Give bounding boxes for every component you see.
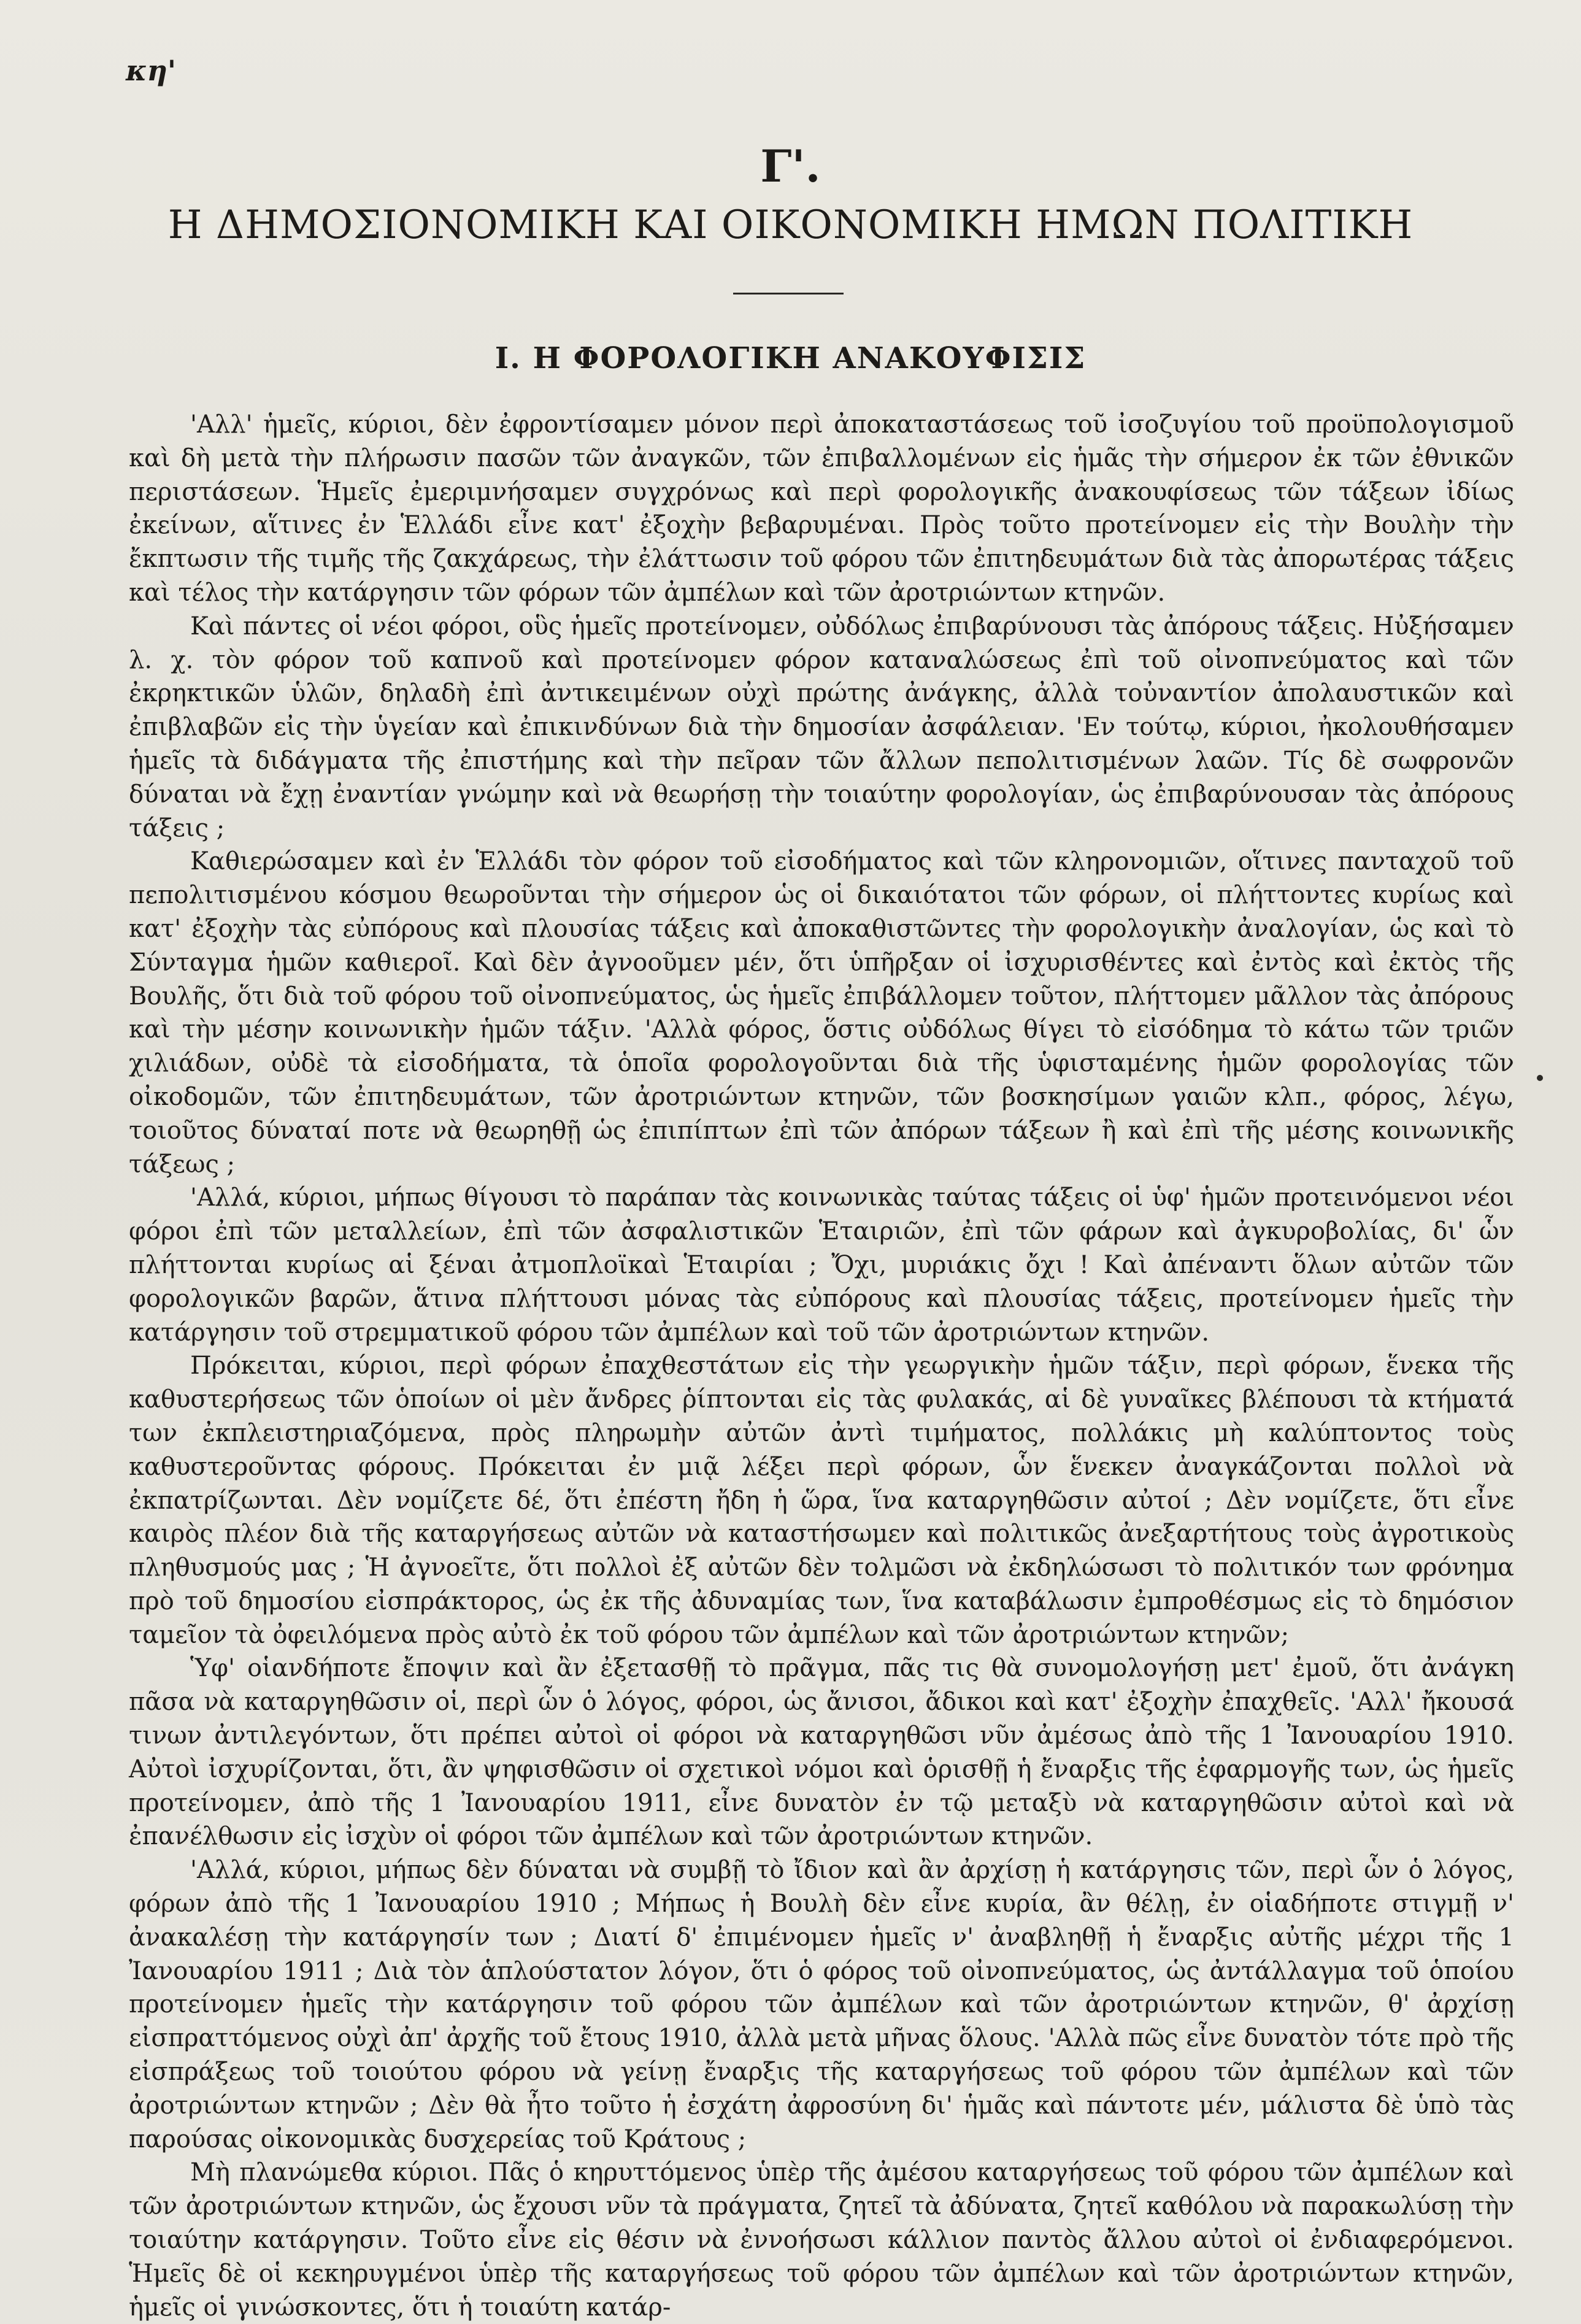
paragraph: Πρόκειται, κύριοι, περὶ φόρων ἐπαχθεστάτων εἰς τὴν γεωργικὴν ἡμῶν τάξιν, περὶ φόρων, ἕνεκα τῆς καθυστερήσεως τῶν ὁποίων οἱ μὲν ἄνδρες ῥίπτονται εἰς τὰς φυλακάς, αἱ δὲ γυναῖκες βλέπουσι τὰ κτήματά των ἐκπλειστηριαζόμενα, πρὸς πληρωμὴν αὐτῶν ἀντὶ τιμήματος, πολλάκις μὴ καλύπτοντος τοὺς καθυστεροῦντας φόρους. Πρόκειται ἐν μιᾷ λέξει περὶ φόρων, ὧν ἕνεκεν ἀναγκάζονται πολλοὶ νὰ ἐκπατρίζωνται. Δὲν νομίζετε δέ, ὅτι ἐπέστη ἤδη ἡ ὥρα, ἵνα καταργηθῶσιν αὐτοί ; Δὲν νομίζετε, ὅτι εἶνε καιρὸς πλέον διὰ τῆς καταργήσεως αὐτῶν νὰ καταστήσωμεν καὶ πολιτικῶς ἀνεξαρτήτους τοὺς ἀγροτικοὺς πληθυσμούς μας ; Ἡ ἀγνοεῖτε, ὅτι πολλοὶ ἐξ αὐτῶν δὲν τολμῶσι νὰ ἐκδηλώσωσι τὸ πολιτικόν των φρόνημα πρὸ τοῦ δημοσίου εἰσπράκτορος, ὡς ἐκ τῆς ἀδυναμίας των, ἵνα καταβάλωσιν ἐμπροθέσμως εἰς τὸ δημόσιον ταμεῖον τὰ ὀφειλόμενα πρὸς αὐτὸ ἐκ τοῦ φόρου τῶν ἀμπέλων καὶ τῶν ἀροτριώντων κτηνῶν; [129, 1352, 1514, 1649]
paragraph: 'Αλλά, κύριοι, μήπως θίγουσι τὸ παράπαν τὰς κοινωνικὰς ταύτας τάξεις οἱ ὑφ' ἡμῶν προτεινόμενοι νέοι φόροι ἐπὶ τῶν μεταλλείων, ἐπὶ τῶν ἀσφαλιστικῶν Ἑταιριῶν, ἐπὶ τῶν φάρων καὶ ἀγκυροβολίας, δι' ὧν πλήττονται κυρίως αἱ ξέναι ἀτμοπλοϊκαὶ Ἑταιρίαι ; Ὄχι, μυριάκις ὄχι ! Καὶ ἀπέναντι ὅλων αὐτῶν τῶν φορολογικῶν βαρῶν, ἅτινα πλήττουσι μόνας τὰς εὐπόρους καὶ πλουσίας τάξεις, προτείνομεν ἡμεῖς τὴν κατάργησιν τοῦ στρεμματικοῦ φόρου τῶν ἀμπέλων καὶ τοῦ τῶν ἀροτριώντων κτηνῶν. [129, 1183, 1514, 1347]
page-number: κη' [126, 54, 177, 87]
body-text [129, 408, 1514, 2322]
section-number: Γ'. [760, 140, 821, 192]
chapter-title: Η ΔΗΜΟΣΙΟΝΟΜΙΚΗ ΚΑΙ ΟΙΚΟΝΟΜΙΚΗ ΗΜΩΝ ΠΟΛΙΤΙΚΗ [167, 202, 1414, 248]
paragraph: 'Αλλ' ἡμεῖς, κύριοι, δὲν ἐφροντίσαμεν μόνον περὶ ἀποκαταστάσεως τοῦ ἰσοζυγίου τοῦ προϋπολογισμοῦ καὶ δὴ μετὰ τὴν πλήρωσιν πασῶν τῶν ἀναγκῶν, τῶν ἐπιβαλλομένων εἰς ἡμᾶς τὴν σήμερον ἐκ τῶν ἐθνικῶν περιστάσεων. Ἡμεῖς ἐμεριμνήσαμεν συγχρόνως καὶ περὶ φορολογικῆς ἀνακουφίσεως τῶν τάξεων ἰδίως ἐκείνων, αἵτινες ἐν Ἑλλάδι εἶνε κατ' ἐξοχὴν βεβαρυμέναι. Πρὸς τοῦτο προτείνομεν εἰς τὴν Βουλὴν τὴν ἔκπτωσιν τῆς τιμῆς τῆς ζακχάρεως, τὴν ἐλάττωσιν τοῦ φόρου τῶν ἐπιτηδευμάτων διὰ τὰς ἀπορωτέρας τάξεις καὶ τέλος τὴν κατάργησιν τῶν φόρων τῶν ἀμπέλων καὶ τῶν ἀροτριώντων κτηνῶν. [129, 410, 1514, 607]
paragraph: 'Αλλά, κύριοι, μήπως δὲν δύναται νὰ συμβῇ τὸ ἴδιον καὶ ἂν ἀρχίσῃ ἡ κατάργησις τῶν, περὶ ὧν ὁ λόγος, φόρων ἀπὸ τῆς 1 Ἰανουαρίου 1910 ; Μήπως ἡ Βουλὴ δὲν εἶνε κυρία, ἂν θέλῃ, ἐν οἱαδήποτε στιγμῇ ν' ἀνακαλέσῃ τὴν κατάργησίν των ; Διατί δ' ἐπιμένομεν ἡμεῖς ν' ἀναβληθῇ ἡ ἔναρξις αὐτῆς μέχρι τῆς 1 Ἰανουαρίου 1911 ; Διὰ τὸν ἁπλούστατον λόγον, ὅτι ὁ φόρος τοῦ οἰνοπνεύματος, ὡς ἀντάλλαγμα τοῦ ὁποίου προτείνομεν ἡμεῖς τὴν κατάργησιν τοῦ φόρου τῶν ἀμπέλων καὶ τῶν ἀροτριώντων κτηνῶν, θ' ἀρχίσῃ εἰσπραττόμενος οὐχὶ ἀπ' ἀρχῆς τοῦ ἔτους 1910, ἀλλὰ μετὰ μῆνας ὅλους. 'Αλλὰ πῶς εἶνε δυνατὸν τότε πρὸ τῆς εἰσπράξεως τοῦ τοιούτου φόρου νὰ γείνῃ ἔναρξις τῆς καταργήσεως τοῦ φόρου τῶν ἀμπέλων καὶ τῶν ἀροτριώντων κτηνῶν ; Δὲν θὰ ἦτο τοῦτο ἡ ἐσχάτη ἀφροσύνη δι' ἡμᾶς καὶ πάντοτε μέν, μάλιστα δὲ ὑπὸ τὰς παρούσας οἰκονομικὰς δυσχερείας τοῦ Κράτους ; [129, 1856, 1514, 2153]
paragraph: Καθιερώσαμεν καὶ ἐν Ἑλλάδι τὸν φόρον τοῦ εἰσοδήματος καὶ τῶν κληρονομιῶν, οἵτινες πανταχοῦ τοῦ πεπολιτισμένου κόσμου θεωροῦνται τὴν σήμερον ὡς οἱ δικαιότατοι τῶν φόρων, οἱ πλήττοντες κυρίως καὶ κατ' ἐξοχὴν τὰς εὐπόρους καὶ πλουσίας τάξεις καὶ ἀποκαθιστῶντες τὴν φορολογικὴν ἀναλογίαν, ὡς καὶ τὸ Σύνταγμα ἡμῶν καθιεροῖ. Καὶ δὲν ἀγνοοῦμεν μέν, ὅτι ὑπῆρξαν οἱ ἰσχυρισθέντες καὶ ἐντὸς καὶ ἐκτὸς τῆς Βουλῆς, ὅτι διὰ τοῦ φόρου τοῦ οἰνοπνεύματος, ὡς ἡμεῖς ἐπιβάλλομεν τοῦτον, πλήττομεν μᾶλλον τὰς ἀπόρους καὶ τὴν μέσην κοινωνικὴν ἡμῶν τάξιν. 'Αλλὰ φόρος, ὅστις οὐδόλως θίγει τὸ εἰσόδημα τὸ κάτω τῶν τριῶν χιλιάδων, οὐδὲ τὰ εἰσοδήματα, τὰ ὁποῖα φορολογοῦνται διὰ τῆς ὑφισταμένης ἡμῶν φορολογίας τῶν οἰκοδομῶν, τῶν ἐπιτηδευμάτων, τῶν ἀροτριώντων κτηνῶν, τῶν βοσκησίμων γαιῶν κλπ., φόρος, λέγω, τοιοῦτος δύναταί ποτε νὰ θεωρηθῇ ὡς ἐπιπίπτων ἐπὶ τῶν ἀπόρων τάξεων ἢ καὶ ἐπὶ τῆς μέσης κοινωνικῆς τάξεως ; [129, 847, 1514, 1179]
section-subtitle: I. Η ΦΟΡΟΛΟΓΙΚΗ ΑΝΑΚΟΥΦΙΣΙΣ [494, 341, 1087, 375]
margin-dot [1537, 1075, 1543, 1081]
paragraph: Ὑφ' οἱανδήποτε ἔποψιν καὶ ἂν ἐξετασθῇ τὸ πρᾶγμα, πᾶς τις θὰ συνομολογήσῃ μετ' ἐμοῦ, ὅτι ἀνάγκη πᾶσα νὰ καταργηθῶσιν οἱ, περὶ ὧν ὁ λόγος, φόροι, ὡς ἄνισοι, ἄδικοι καὶ κατ' ἐξοχὴν ἐπαχθεῖς. 'Αλλ' ἤκουσά τινων ἀντιλεγόντων, ὅτι πρέπει αὐτοὶ οἱ φόροι νὰ καταργηθῶσι νῦν ἀμέσως ἀπὸ τῆς 1 Ἰανουαρίου 1910. Αὐτοὶ ἰσχυρίζονται, ὅτι, ἂν ψηφισθῶσιν οἱ σχετικοὶ νόμοι καὶ ὁρισθῇ ἡ ἔναρξις τῆς ἐφαρμογῆς των, ὡς ἡμεῖς προτείνομεν, ἀπὸ τῆς 1 Ἰανουαρίου 1911, εἶνε δυνατὸν ἐν τῷ μεταξὺ νὰ καταργηθῶσιν αὐτοὶ καὶ νὰ ἐπανέλθωσιν εἰς ἰσχὺν οἱ φόροι τῶν ἀμπέλων καὶ τῶν ἀροτριώντων κτηνῶν. [129, 1654, 1514, 1851]
title-divider [733, 293, 844, 294]
paragraph: Μὴ πλανώμεθα κύριοι. Πᾶς ὁ κηρυττόμενος ὑπὲρ τῆς ἀμέσου καταργήσεως τοῦ φόρου τῶν ἀμπέλων καὶ τῶν ἀροτριώντων κτηνῶν, ὡς ἔχουσι νῦν τὰ πράγματα, ζητεῖ τὰ ἀδύνατα, ζητεῖ καθόλου νὰ παρακωλύσῃ τὴν τοιαύτην κατάργησιν. Τοῦτο εἶνε εἰς θέσιν νὰ ἐννοήσωσι κάλλιον παντὸς ἄλλου αὐτοὶ οἱ ἐνδιαφερόμενοι. Ἡμεῖς δὲ οἱ κεκηρυγμένοι ὑπὲρ τῆς καταργήσεως τοῦ φόρου τῶν ἀμπέλων καὶ τῶν ἀροτριώντων κτηνῶν, ἡμεῖς οἱ γινώσκοντες, ὅτι ἡ τοιαύτη κατάρ- [129, 2158, 1514, 2322]
paragraph: Καὶ πάντες οἱ νέοι φόροι, οὓς ἡμεῖς προτείνομεν, οὐδόλως ἐπιβαρύνουσι τὰς ἀπόρους τάξεις. Ηὐξήσαμεν λ. χ. τὸν φόρον τοῦ καπνοῦ καὶ προτείνομεν φόρον καταναλώσεως ἐπὶ τοῦ οἰνοπνεύματος καὶ τῶν ἐκρηκτικῶν ὑλῶν, δηλαδὴ ἐπὶ ἀντικειμένων οὐχὶ πρώτης ἀνάγκης, ἀλλὰ τοὐναντίον ἀπολαυστικῶν καὶ ἐπιβλαβῶν εἰς τὴν ὑγείαν καὶ ἐπικινδύνων διὰ τὴν δημοσίαν ἀσφάλειαν. 'Εν τούτῳ, κύριοι, ἠκολουθήσαμεν ἡμεῖς τὰ διδάγματα τῆς ἐπιστήμης καὶ τὴν πεῖραν τῶν ἄλλων πεπολιτισμένων λαῶν. Τίς δὲ σωφρονῶν δύναται νὰ ἔχῃ ἐναντίαν γνώμην καὶ νὰ θεωρήσῃ τὴν τοιαύτην φορολογίαν, ὡς ἐπιβαρύνουσαν τὰς ἀπόρους τάξεις ; [129, 612, 1514, 842]
